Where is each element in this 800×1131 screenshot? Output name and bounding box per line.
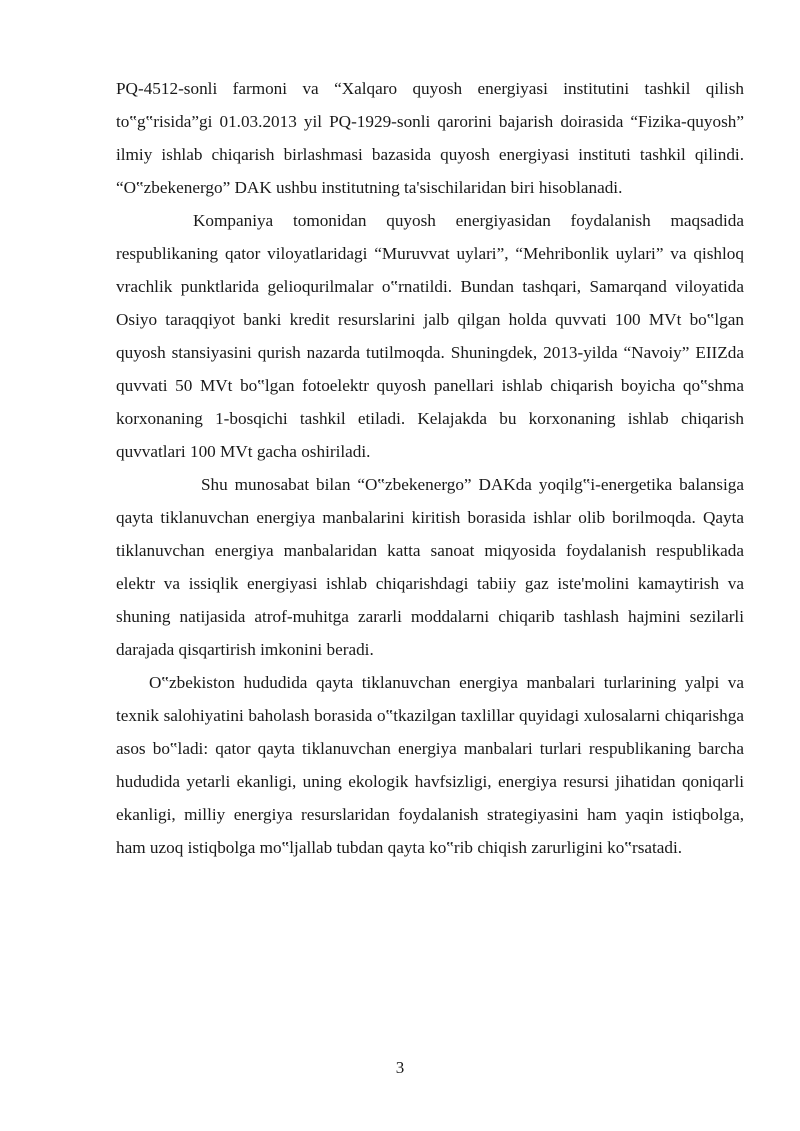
paragraph-4: O‟zbekiston hududida qayta tiklanuvchan energiya manbalari turlarining yalpi va texnik salohiyatini baholash borasida o‟tkazilgan taxlillar quyidagi xulosalarni chiqarishga asos bo‟ladi: qator qayta tiklanuvchan energiya manbalari turlari respublikaning barcha hududida yetarli ekanligi, uning ekologik havfsizligi, energiya resursi jihatidan qoniqarli ekanligi, milliy energiya resurslaridan foydalanish strategiyasini ham yaqin istiqbolga, ham uzoq istiqbolga mo‟ljallab tubdan qayta ko‟rib chiqish zarurligini ko‟rsatadi. [116, 673, 744, 857]
paragraph-1: PQ-4512-sonli farmoni va “Xalqaro quyosh energiyasi institutini tashkil qilish to‟g‟risida”gi 01.03.2013 yil PQ-1929-sonli qarorini bajarish doirasida “Fizika-quyosh” ilmiy ishlab chiqarish birlashmasi bazasida quyosh energiyasi instituti tashkil qilindi. “O‟zbekenergo” DAK ushbu institutning ta'sischilaridan biri hisoblanadi. [116, 79, 744, 197]
paragraph-3: Shu munosabat bilan “O‟zbekenergo” DAKda yoqilg‟i-energetika balansiga qayta tiklanuvchan energiya manbalarini kiritish borasida ishlar olib borilmoqda. Qayta tiklanuvchan energiya manbalaridan katta sanoat miqyosida foydalanish respublikada elektr va issiqlik energiyasi ishlab chiqarishdagi tabiiy gaz iste'molini kamaytirish va shuning natijasida atrof-muhitga zararli moddalarni chiqarib tashlash hajmini sezilarli darajada qisqartirish imkonini beradi. [116, 475, 744, 659]
document-body [116, 72, 744, 864]
page-number: 3 [395, 1058, 405, 1077]
paragraph-2: Kompaniya tomonidan quyosh energiyasidan foydalanish maqsadida respublikaning qator viloyatlaridagi “Muruvvat uylari”, “Mehribonlik uylari” va qishloq vrachlik punktlarida gelioqurilmalar o‟rnatildi. Bundan tashqari, Samarqand viloyatida Osiyo taraqqiyot banki kredit resurslarini jalb qilgan holda quvvati 100 MVt bo‟lgan quyosh stansiyasini qurish nazarda tutilmoqda. Shuningdek, 2013-yilda “Navoiy” EIIZda quvvati 50 MVt bo‟lgan fotoelektr quyosh panellari ishlab chiqarish boyicha qo‟shma korxonaning 1-bosqichi tashkil etiladi. Kelajakda bu korxonaning ishlab chiqarish quvvatlari 100 MVt gacha oshiriladi. [116, 211, 744, 461]
